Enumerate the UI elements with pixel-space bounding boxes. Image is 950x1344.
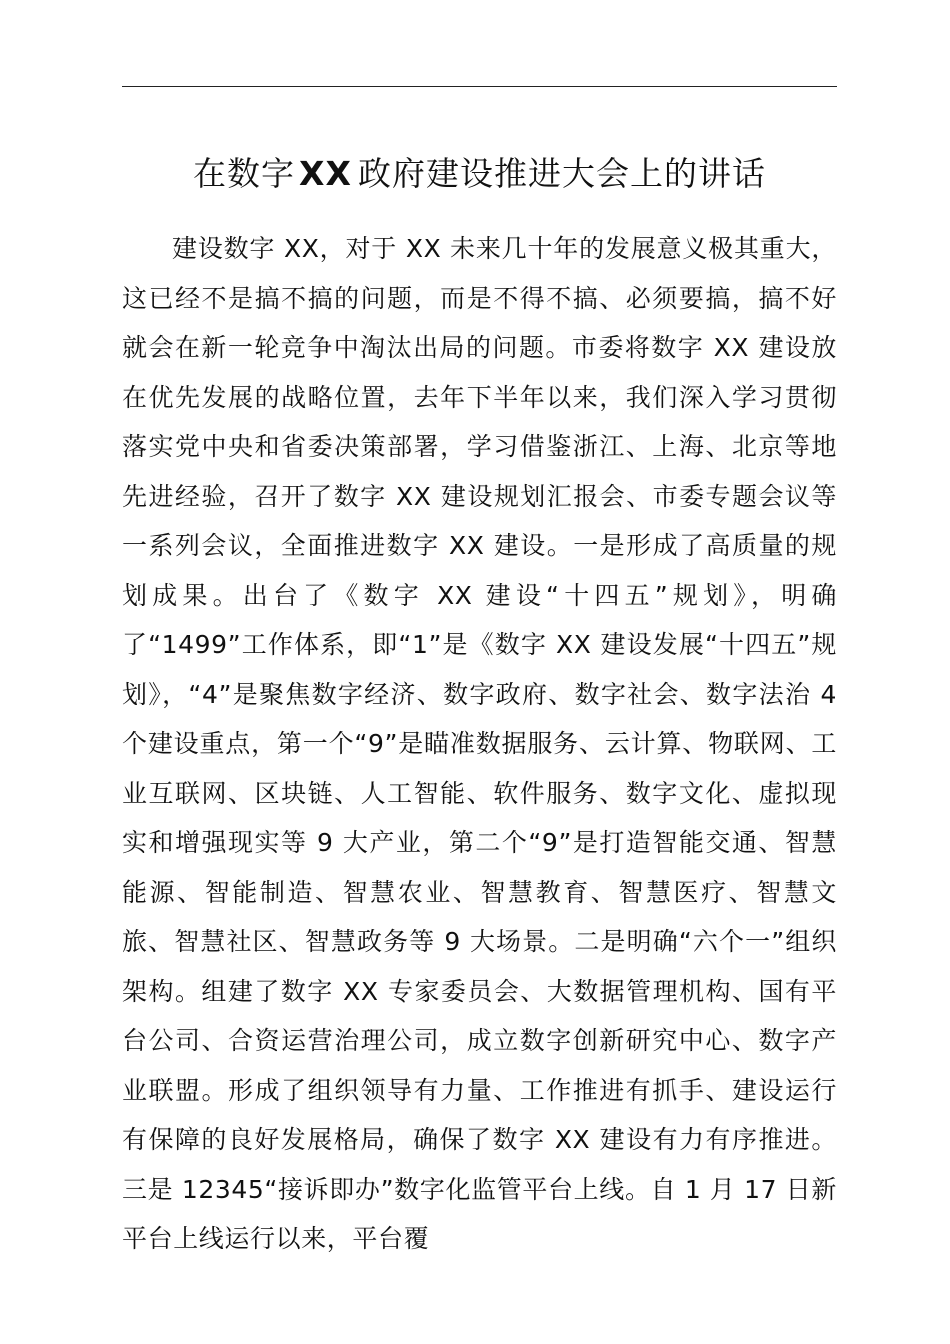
title-suffix: 政府建设推进大会上的讲话 [357,154,766,193]
title-emphasis: XX [299,154,352,193]
document-title [122,148,837,200]
title-prefix: 在数字 [193,154,296,193]
body-paragraph: 建设数字 XX，对于 XX 未来几十年的发展意义极其重大，这已经不是搞不搞的问题，而是不得不搞、必须要搞，搞不好就会在新一轮竞争中淘汰出局的问题。市委将数字 XX 建设放在优先发展的战略位置，去年下半年以来，我们深入学习贯彻落实党中央和省委决策部署，学习借鉴浙江、上海、北京等地先进经验，召开了数字 XX 建设规划汇报会、市委专题会议等一系列会议，全面推进数字 XX 建设。一是形成了高质量的规划成果。出台了《数字 XX 建设“十四五”规划》，明确了“1499”工作体系，即“1”是《数字 XX 建设发展“十四五”规划》，“4”是聚焦数字经济、数字政府、数字社会、数字法治 4 个建设重点，第一个“9”是瞄准数据服务、云计算、物联网、工业互联网、区块链、人工智能、软件服务、数字文化、虚拟现实和增强现实等 9 大产业，第二个“9”是打造智能交通、智慧能源、智能制造、智慧农业、智慧教育、智慧医疗、智慧文旅、智慧社区、智慧政务等 9 大场景。二是明确“六个一”组织架构。组建了数字 XX 专家委员会、大数据管理机构、国有平台公司、合资运营治理公司，成立数字创新研究中心、数字产业联盟。形成了组织领导有力量、工作推进有抓手、建设运行有保障的良好发展格局，确保了数字 XX 建设有力有序推进。三是 12345“接诉即办”数字化监管平台上线。自 1 月 17 日新平台上线运行以来，平台覆 [122,234,837,1253]
header-rule [122,86,837,87]
